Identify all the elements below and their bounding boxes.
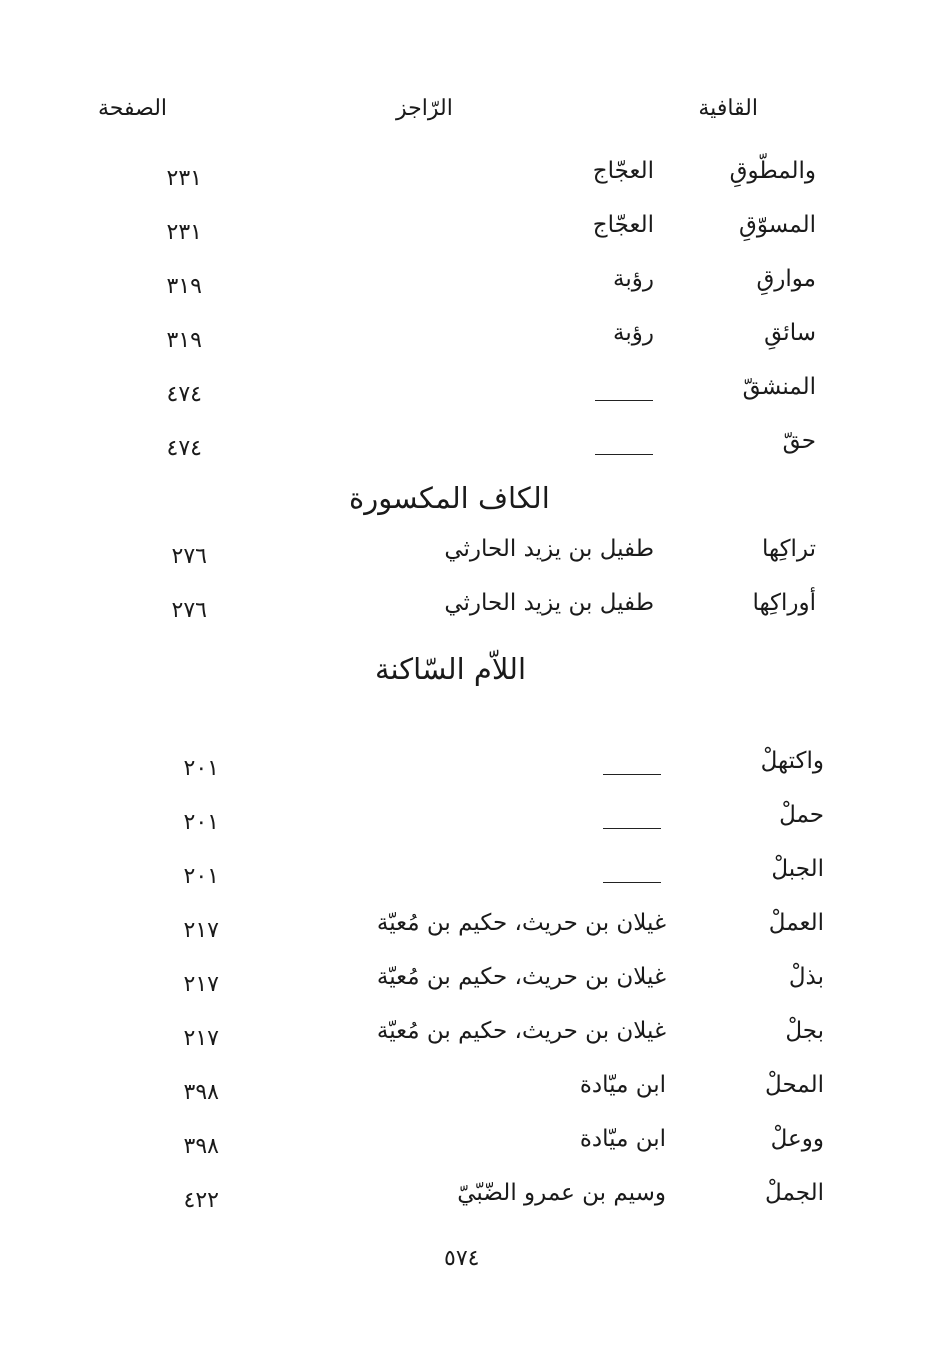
unknown-poet-dash: [603, 774, 661, 775]
unknown-poet-dash: [603, 828, 661, 829]
page-ref-cell: ٢٠١: [183, 810, 219, 835]
qafiya-cell: حقّ: [782, 428, 816, 454]
rajiz-cell: ابن ميّادة: [579, 1126, 666, 1152]
page-ref-cell: ٣١٩: [166, 328, 202, 353]
rajiz-cell-empty: [603, 762, 661, 785]
qafiya-cell: واكتهلْ: [760, 748, 824, 774]
column-header-rajiz: الرّاجز: [396, 96, 453, 121]
qafiya-cell: المسوّقِ: [739, 212, 816, 238]
qafiya-cell: بذلْ: [788, 964, 824, 990]
page-ref-cell: ٤٧٤: [166, 382, 202, 407]
unknown-poet-dash: [595, 454, 653, 455]
rajiz-cell-empty: [603, 816, 661, 839]
rajiz-cell: رؤبة: [613, 266, 654, 292]
qafiya-cell: ووعلْ: [770, 1126, 824, 1152]
rajiz-cell-empty: [603, 870, 661, 893]
page-ref-cell: ٢٠١: [183, 756, 219, 781]
qafiya-cell: أوراكِها: [752, 590, 816, 616]
page-ref-cell: ٤٢٢: [183, 1188, 219, 1213]
qafiya-cell: سائقِ: [764, 320, 816, 346]
rajiz-cell: العجّاج: [592, 158, 654, 184]
column-header-page: الصفحة: [98, 96, 168, 121]
qafiya-cell: موارقِ: [756, 266, 816, 292]
page-ref-cell: ٢٣١: [166, 220, 202, 245]
page-ref-cell: ٣٩٨: [183, 1080, 219, 1105]
qafiya-cell: المحلْ: [765, 1072, 824, 1098]
qafiya-cell: المنشقّ: [742, 374, 816, 400]
page-ref-cell: ٢٠١: [183, 864, 219, 889]
page-ref-cell: ٢٧٦: [171, 544, 207, 569]
page-ref-cell: ٢٣١: [166, 166, 202, 191]
page-ref-cell: ٢١٧: [183, 1026, 219, 1051]
page-ref-cell: ٣٩٨: [183, 1134, 219, 1159]
rajiz-cell: رؤبة: [613, 320, 654, 346]
rajiz-cell: وسيم بن عمرو الضّبّيّ: [457, 1180, 666, 1206]
section-heading-lam: اللاّم السّاكنة: [375, 652, 527, 686]
rajiz-cell: غيلان بن حريث، حكيم بن مُعيّة: [376, 964, 666, 990]
unknown-poet-dash: [595, 400, 653, 401]
qafiya-cell: والمطّوقِ: [729, 158, 816, 184]
qafiya-cell: الجبلْ: [771, 856, 824, 882]
rajiz-cell: غيلان بن حريث، حكيم بن مُعيّة: [376, 1018, 666, 1044]
qafiya-cell: بجلْ: [785, 1018, 824, 1044]
section-heading-kaf: الكاف المكسورة: [349, 481, 550, 515]
page-ref-cell: ٢٧٦: [171, 598, 207, 623]
page-ref-cell: ٢١٧: [183, 918, 219, 943]
unknown-poet-dash: [603, 882, 661, 883]
qafiya-cell: حملْ: [779, 802, 824, 828]
page-ref-cell: ٣١٩: [166, 274, 202, 299]
rajiz-cell: ابن ميّادة: [579, 1072, 666, 1098]
page-ref-cell: ٤٧٤: [166, 436, 202, 461]
column-header-qafiya: القافية: [698, 96, 758, 121]
qafiya-cell: الجملْ: [765, 1180, 824, 1206]
qafiya-cell: تراكِها: [761, 536, 816, 562]
rajiz-cell: طفيل بن يزيد الحارثي: [444, 590, 654, 616]
rajiz-cell-empty: [595, 388, 653, 411]
qafiya-cell: العملْ: [768, 910, 824, 936]
rajiz-cell: طفيل بن يزيد الحارثي: [444, 536, 654, 562]
rajiz-cell: العجّاج: [592, 212, 654, 238]
rajiz-cell-empty: [595, 442, 653, 465]
page-number: ٥٧٤: [444, 1246, 480, 1271]
page-ref-cell: ٢١٧: [183, 972, 219, 997]
rajiz-cell: غيلان بن حريث، حكيم بن مُعيّة: [376, 910, 666, 936]
